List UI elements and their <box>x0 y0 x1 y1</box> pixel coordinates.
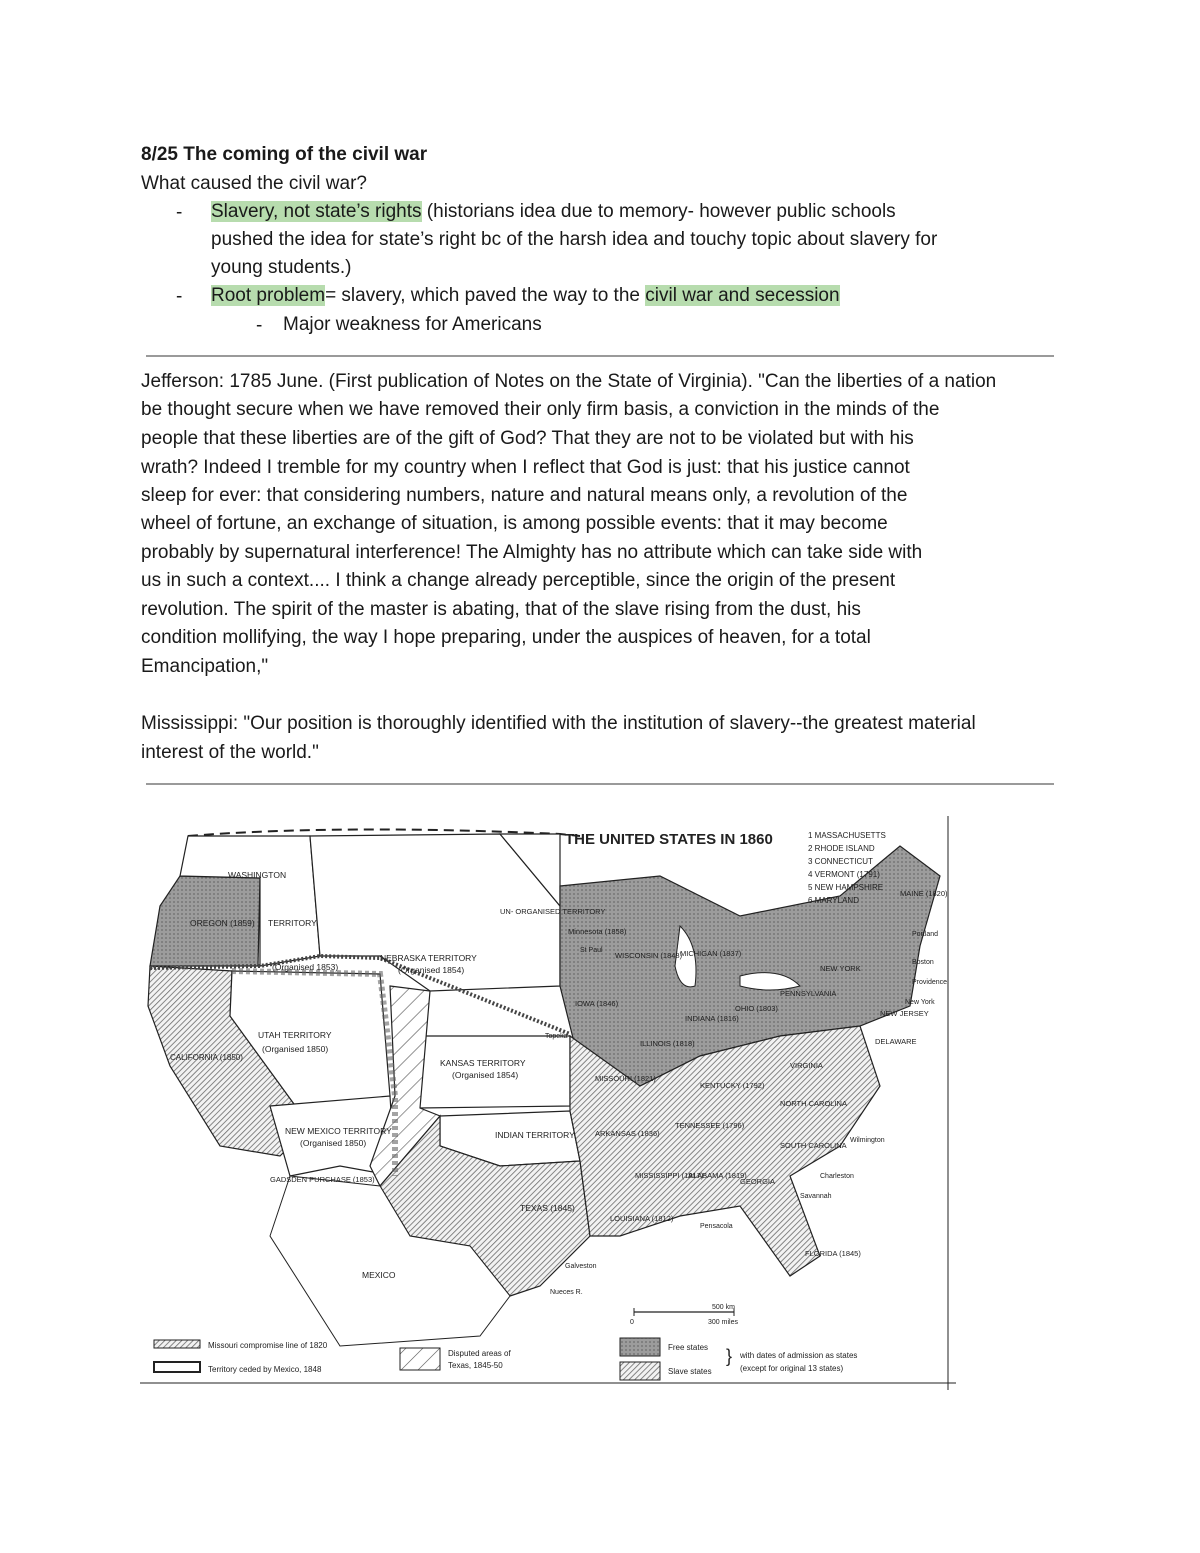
jefferson-line: Jefferson: 1785 June. (First publication of Notes on the State of Virginia). "Can the liberties of a nation <box>141 371 997 392</box>
state-list-item: 4 VERMONT (1791) <box>808 870 880 879</box>
label-georgia: GEORGIA <box>740 1177 776 1186</box>
legend-slave: Slave states <box>668 1367 712 1376</box>
mississippi-line: interest of the world." <box>141 742 319 763</box>
label-utah: UTAH TERRITORY <box>258 1030 332 1040</box>
scale-zero: 0 <box>630 1319 634 1326</box>
label-unorganised: UN- ORGANISED TERRITORY <box>500 907 606 916</box>
legend-free: Free states <box>668 1343 709 1352</box>
label-virginia: VIRGINIA <box>790 1061 823 1070</box>
label-illinois: ILLINOIS (1818) <box>640 1039 695 1048</box>
state-list-item: 6 MARYLAND <box>808 896 859 905</box>
jefferson-line: wheel of fortune, an exchange of situation, is among possible events: that it may become <box>141 513 888 534</box>
label-alabama: ALABAMA (1819) <box>688 1171 747 1180</box>
label-pennsylvania: PENNSYLVANIA <box>780 989 837 998</box>
bullet-1-line-3: young students.) <box>211 257 352 278</box>
label-charleston: Charleston <box>820 1173 854 1180</box>
label-mexico: MEXICO <box>362 1270 396 1280</box>
label-delaware: DELAWARE <box>875 1037 917 1046</box>
label-missouri: MISSOURI (1821) <box>595 1074 656 1083</box>
bullet-2 <box>211 282 840 310</box>
map-legend <box>154 1338 857 1380</box>
map-title: THE UNITED STATES IN 1860 <box>565 831 773 848</box>
state-list-item: 3 CONNECTICUT <box>808 857 873 866</box>
label-florida: FLORIDA (1845) <box>805 1249 861 1258</box>
label-new-jersey: NEW JERSEY <box>880 1009 929 1018</box>
jefferson-line: be thought secure when we have removed their only firm basis, a conviction in the minds of the <box>141 399 940 420</box>
legend-missouri-line: Missouri compromise line of 1820 <box>208 1341 328 1350</box>
label-new-york-city: New York <box>905 999 935 1006</box>
label-boston: Boston <box>912 959 934 966</box>
label-maine: MAINE (1820) <box>900 889 948 898</box>
label-pensacola: Pensacola <box>700 1223 733 1230</box>
label-organised-1854: (Organised 1854) <box>398 965 465 975</box>
label-st-paul: St Paul <box>580 947 603 954</box>
label-ohio: OHIO (1803) <box>735 1004 778 1013</box>
label-savannah: Savannah <box>800 1193 832 1200</box>
label-louisiana: LOUISIANA (1812) <box>610 1214 674 1223</box>
label-gadsden: GADSDEN PURCHASE (1853) <box>270 1175 375 1184</box>
label-north-carolina: NORTH CAROLINA <box>780 1099 847 1108</box>
jefferson-line: Emancipation," <box>141 656 269 677</box>
label-nm-org: (Organised 1850) <box>300 1138 367 1148</box>
mississippi-line: Mississippi: "Our position is thoroughly identified with the institution of slavery--the greatest material <box>141 713 976 734</box>
legend-disputed-1: Disputed areas of <box>448 1349 511 1358</box>
label-iowa: IOWA (1846) <box>575 999 619 1008</box>
jefferson-line: condition mollifying, the way I hope preparing, under the auspices of heaven, for a total <box>141 627 871 648</box>
legend-ceded: Territory ceded by Mexico, 1848 <box>208 1365 322 1374</box>
legend-note-2: (except for original 13 states) <box>740 1364 844 1373</box>
highlight-slavery: Slavery, not state’s rights <box>211 201 422 222</box>
state-list-item: 1 MASSACHUSETTS <box>808 831 886 840</box>
jefferson-line: revolution. The spirit of the master is abating, that of the slave rising from the dust, his <box>141 599 861 620</box>
jefferson-line: probably by supernatural interference! The Almighty has no attribute which can take side with <box>141 542 923 563</box>
label-mississippi-state: MISSISSIPPI (1817) <box>635 1171 704 1180</box>
bullet-2-mid: = slavery, which paved the way to the <box>325 285 646 306</box>
label-wilmington: Wilmington <box>850 1137 885 1144</box>
label-topeka: Topeka <box>545 1033 568 1040</box>
jefferson-line: us in such a context.... I think a change already perceptible, since the origin of the present <box>141 570 896 591</box>
sub-bullet: Major weakness for Americans <box>283 314 542 335</box>
label-oregon: OREGON (1859) <box>190 918 255 928</box>
label-indiana: INDIANA (1816) <box>685 1014 739 1023</box>
legend-brace: } <box>726 1346 733 1366</box>
label-organised-1850: (Organised 1850) <box>262 1044 329 1054</box>
label-nebraska: NEBRASKA TERRITORY <box>380 953 477 963</box>
bullet-dash: - <box>176 202 183 223</box>
label-new-york: NEW YORK <box>820 964 861 973</box>
jefferson-line: sleep for ever: that considering numbers, nature and natural means only, a revolution of the <box>141 485 908 506</box>
state-list-item: 2 RHODE ISLAND <box>808 844 875 853</box>
label-new-mexico: NEW MEXICO TERRITORY <box>285 1126 392 1136</box>
bullet-1 <box>211 198 896 226</box>
question-text: What caused the civil war? <box>141 173 367 194</box>
legend-note-1: with dates of admission as states <box>740 1351 858 1360</box>
label-washington: WASHINGTON <box>228 870 287 880</box>
label-portland: Portland <box>912 931 939 938</box>
label-galveston: Galveston <box>565 1263 597 1270</box>
label-nueces: Nueces R. <box>550 1289 583 1296</box>
label-providence: Providence <box>912 979 948 986</box>
label-kansas: KANSAS TERRITORY <box>440 1058 526 1068</box>
label-south-carolina: SOUTH CAROLINA <box>780 1141 847 1150</box>
jefferson-line: people that these liberties are of the gift of God? That they are not to be violated but with his <box>141 428 914 449</box>
jefferson-line: wrath? Indeed I tremble for my country when I reflect that God is just: that his justice cannot <box>141 457 910 478</box>
label-california: CALIFORNIA (1850) <box>170 1053 243 1062</box>
legend-disputed-2: Texas, 1845-50 <box>448 1361 503 1370</box>
label-kansas-org: (Organised 1854) <box>452 1070 519 1080</box>
label-michigan: MICHIGAN (1837) <box>680 949 742 958</box>
highlight-civil-war: civil war and secession <box>645 285 840 306</box>
label-kentucky: KENTUCKY (1792) <box>700 1081 765 1090</box>
scale-miles: 300 miles <box>708 1319 738 1326</box>
label-tennessee: TENNESSEE (1796) <box>675 1121 745 1130</box>
scale-bar <box>630 1304 738 1326</box>
bullet-dash: - <box>176 286 183 307</box>
label-arkansas: ARKANSAS (1836) <box>595 1129 660 1138</box>
sub-bullet-dash: - <box>256 315 263 336</box>
label-wisconsin: WISCONSIN (1848) <box>615 951 683 960</box>
label-texas: TEXAS (1845) <box>520 1203 575 1213</box>
bullet-1-rest: (historians idea due to memory- however public schools <box>421 201 896 222</box>
page-title: 8/25 The coming of the civil war <box>141 144 428 165</box>
horizontal-rule <box>146 783 1054 785</box>
state-list-item: 5 NEW HAMPSHIRE <box>808 883 884 892</box>
label-indian: INDIAN TERRITORY <box>495 1130 575 1140</box>
highlight-root-problem: Root problem <box>211 285 326 306</box>
bullet-1-line-2: pushed the idea for state’s right bc of the harsh idea and touchy topic about slavery for <box>211 229 938 250</box>
horizontal-rule <box>146 355 1054 357</box>
us-1860-map <box>140 816 956 1390</box>
label-minnesota: Minnesota (1858) <box>568 927 627 936</box>
label-organised-1853: (Organised 1853) <box>272 962 339 972</box>
scale-km: 500 km <box>712 1304 735 1311</box>
label-territory: TERRITORY <box>268 918 317 928</box>
